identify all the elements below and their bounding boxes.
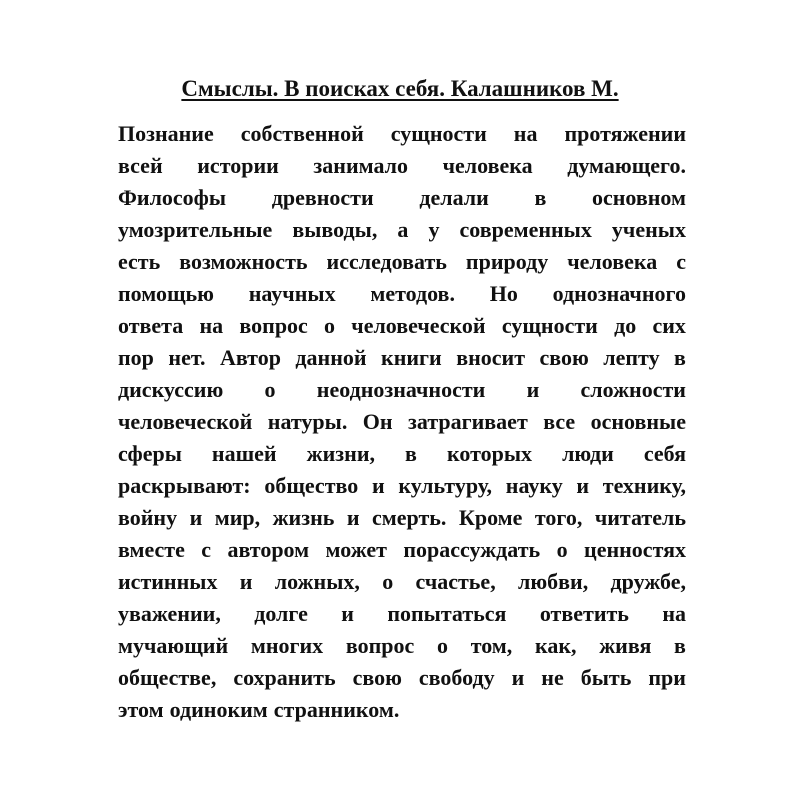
text-line: этом одиноким странником. bbox=[118, 697, 400, 722]
text-line: уважении, долге и попытаться ответить на bbox=[118, 601, 686, 626]
text-line: вместе с автором может порассуждать о ценностях bbox=[118, 537, 686, 562]
document-title bbox=[0, 75, 800, 103]
text-line: всей истории занимало человека думающего. bbox=[118, 153, 686, 178]
text-line: обществе, сохранить свою свободу и не быть при bbox=[118, 665, 686, 690]
text-line: помощью научных методов. Но однозначного bbox=[118, 281, 686, 306]
text-line: есть возможность исследовать природу человека с bbox=[118, 249, 686, 274]
text-line: человеческой натуры. Он затрагивает все основные bbox=[118, 409, 686, 434]
text-line: Познание собственной сущности на протяжении bbox=[118, 121, 686, 146]
body-paragraph bbox=[118, 118, 686, 726]
text-line: Философы древности делали в основном bbox=[118, 185, 686, 210]
text-line: пор нет. Автор данной книги вносит свою лепту в bbox=[118, 345, 686, 370]
text-line: дискуссию о неоднозначности и сложности bbox=[118, 377, 686, 402]
title-text: Смыслы. В поисках себя. Калашников М. bbox=[181, 76, 619, 101]
text-line: сферы нашей жизни, в которых люди себя bbox=[118, 441, 686, 466]
text-line: войну и мир, жизнь и смерть. Кроме того, читатель bbox=[118, 505, 686, 530]
text-line: мучающий многих вопрос о том, как, живя в bbox=[118, 633, 686, 658]
text-line: раскрывают: общество и культуру, науку и технику, bbox=[118, 473, 686, 498]
text-line: умозрительные выводы, а у современных ученых bbox=[118, 217, 686, 242]
text-line: ответа на вопрос о человеческой сущности до сих bbox=[118, 313, 686, 338]
text-line: истинных и ложных, о счастье, любви, дружбе, bbox=[118, 569, 686, 594]
